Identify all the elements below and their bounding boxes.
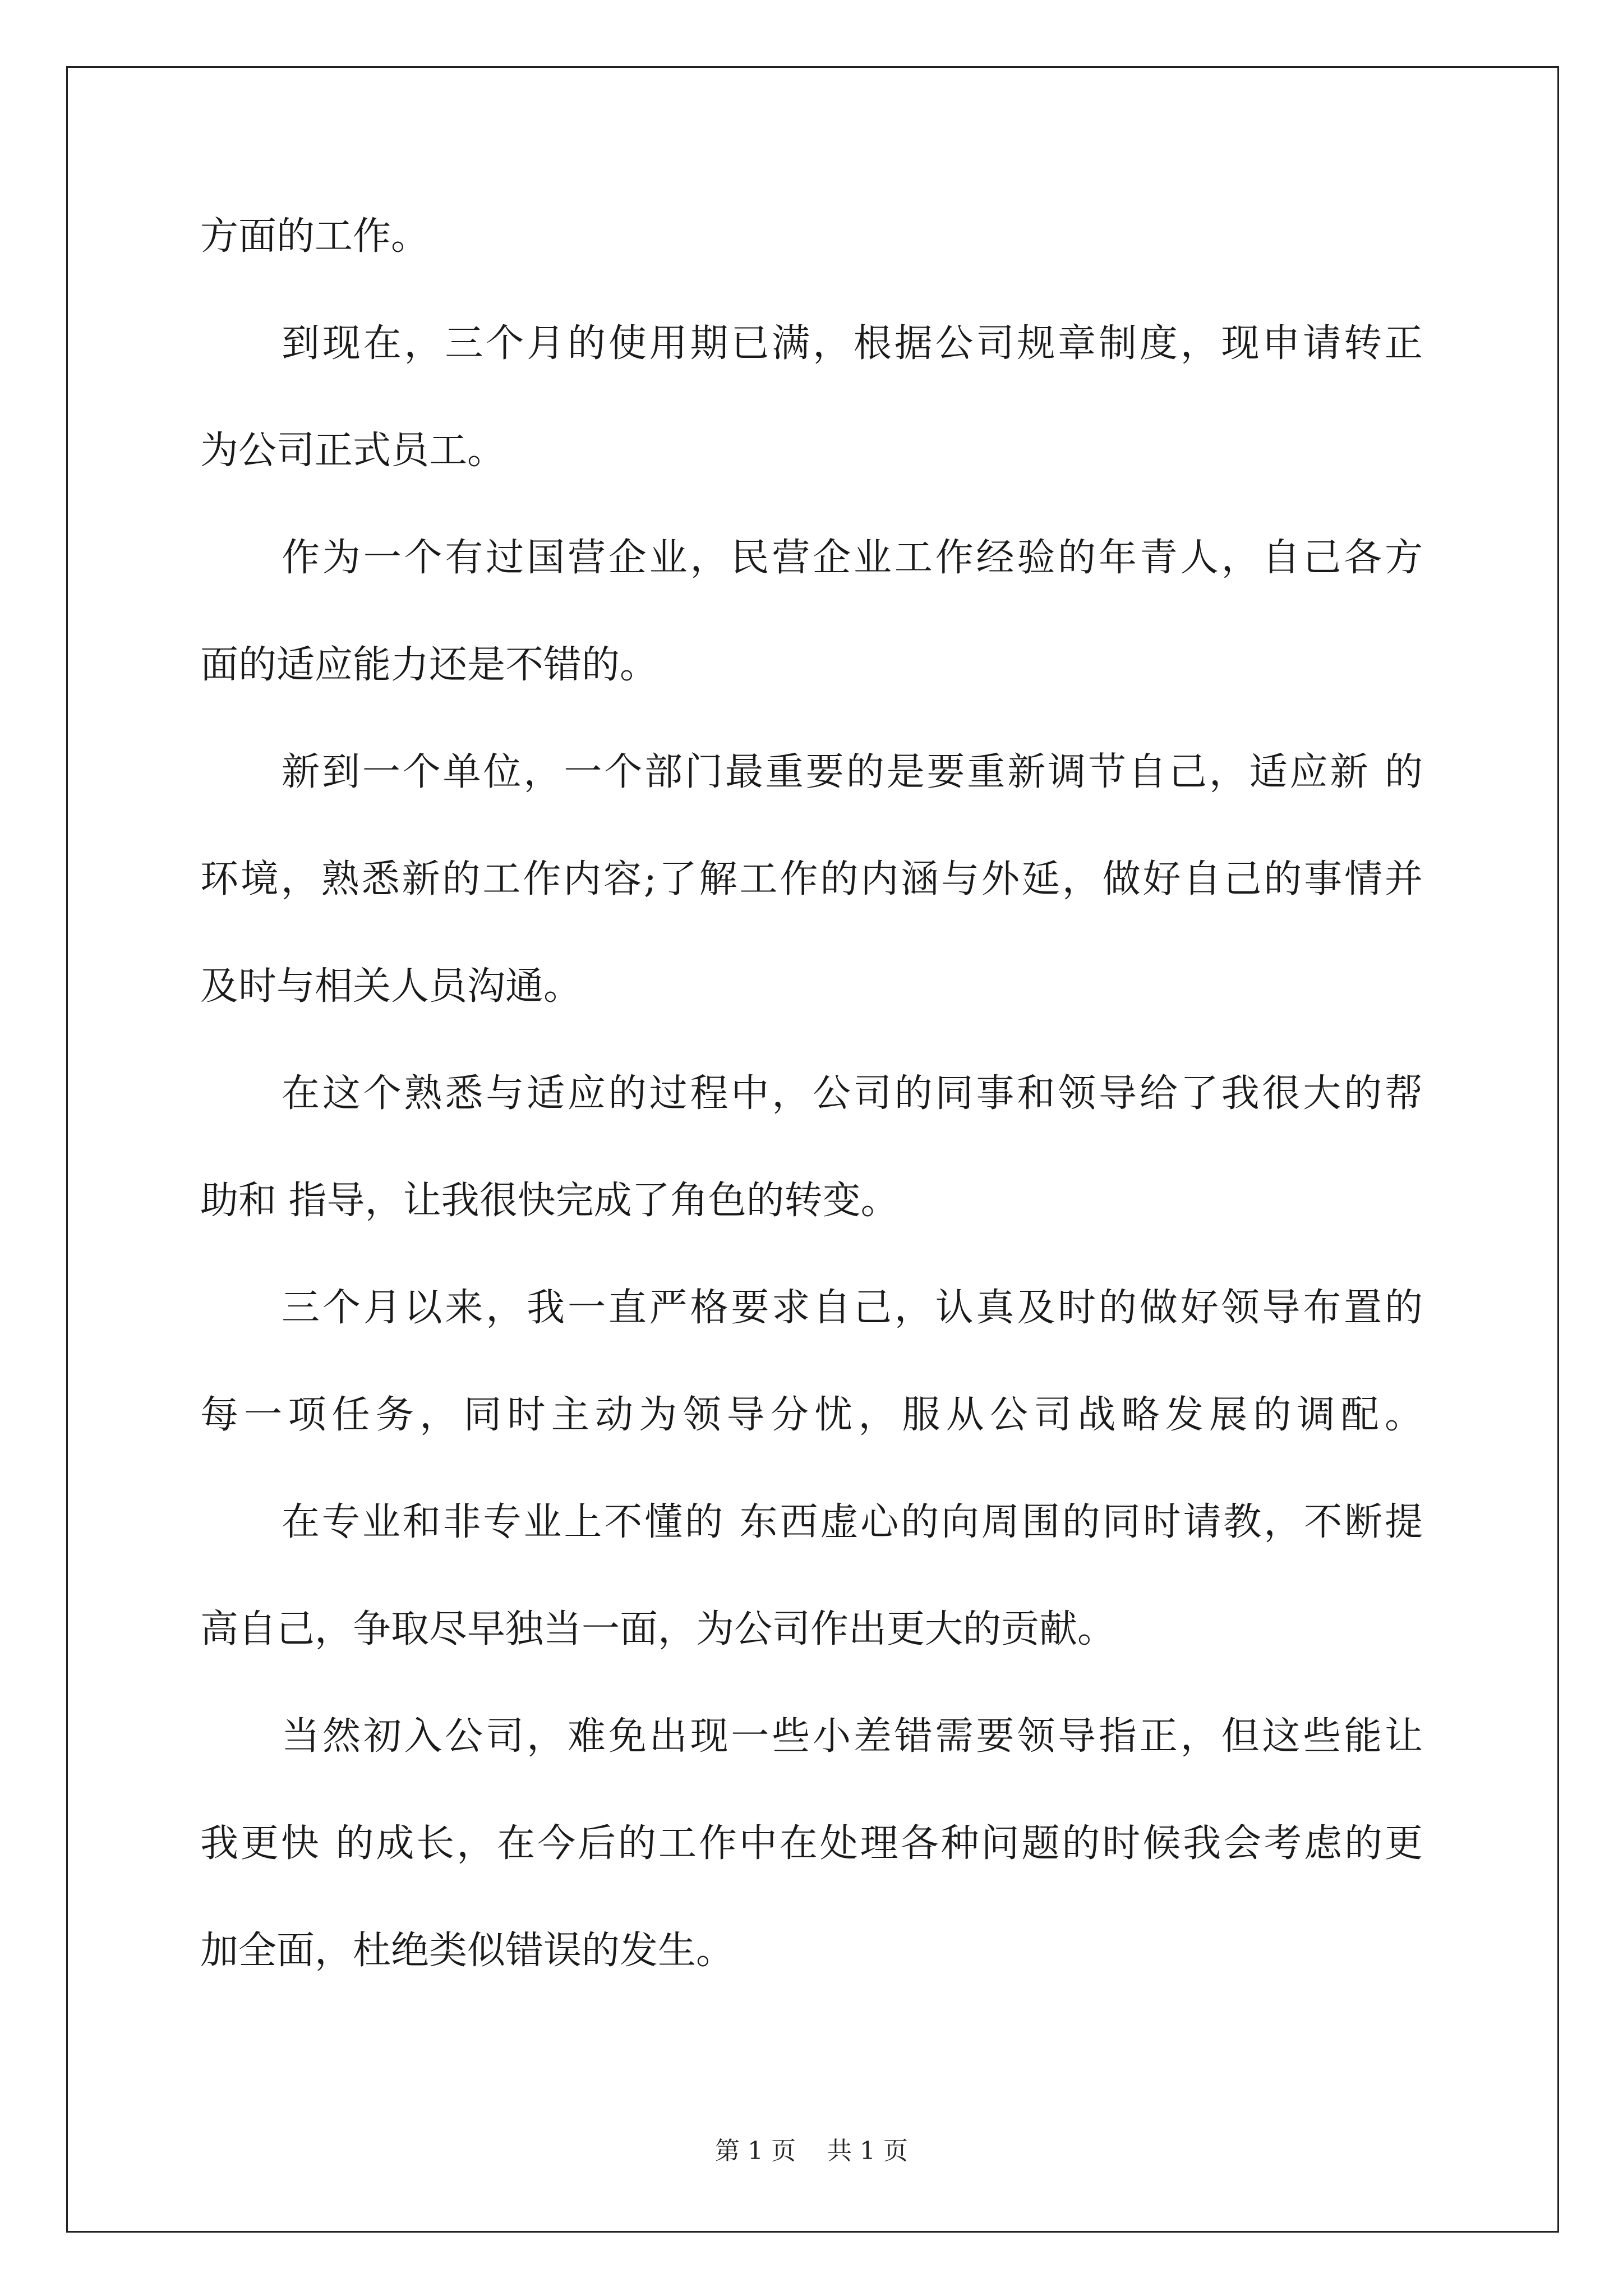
- text-line: 助和 指导，让我很快完成了角色的转变。: [200, 1179, 899, 1223]
- text-line: 为公司正式员工。: [200, 429, 506, 473]
- text-line: 及时与相关人员沟通。: [200, 964, 582, 1009]
- page-number-footer: 第 1 页 共 1 页: [715, 2137, 908, 2165]
- text-line: 在专业和非专业上不懂的 东西虚心的向周围的同时请教，不断提: [282, 1500, 1423, 1544]
- text-line: 在这个熟悉与适应的过程中，公司的同事和领导给了我很大的帮: [282, 1071, 1423, 1116]
- text-line: 方面的工作。: [200, 214, 430, 259]
- text-line: 到现在，三个月的使用期已满，根据公司规章制度，现申请转正: [282, 321, 1423, 366]
- text-line: 当然初入公司，难免出现一些小差错需要领导指正，但这些能让: [282, 1714, 1423, 1759]
- text-line: 面的适应能力还是不错的。: [200, 643, 658, 687]
- text-line: 我更快 的成长，在今后的工作中在处理各种问题的时候我会考虑的更: [200, 1821, 1423, 1866]
- text-line: 加全面，杜绝类似错误的发生。: [200, 1929, 735, 1973]
- text-line: 作为一个有过国营企业，民营企业工作经验的年青人，自己各方: [282, 536, 1423, 580]
- text-line: 新到一个单位，一个部门最重要的是要重新调节自己，适应新 的: [282, 750, 1423, 794]
- page-border: [66, 66, 1559, 2233]
- text-line: 环境，熟悉新的工作内容;了解工作的内涵与外延，做好自己的事情并: [200, 857, 1423, 901]
- text-line: 高自己，争取尽早独当一面，为公司作出更大的贡献。: [200, 1607, 1116, 1651]
- text-line: 三个月以来，我一直严格要求自己，认真及时的做好领导布置的: [282, 1286, 1423, 1330]
- text-line: 每一项任务，同时主动为领导分忧，服从公司战略发展的调配。: [200, 1393, 1423, 1437]
